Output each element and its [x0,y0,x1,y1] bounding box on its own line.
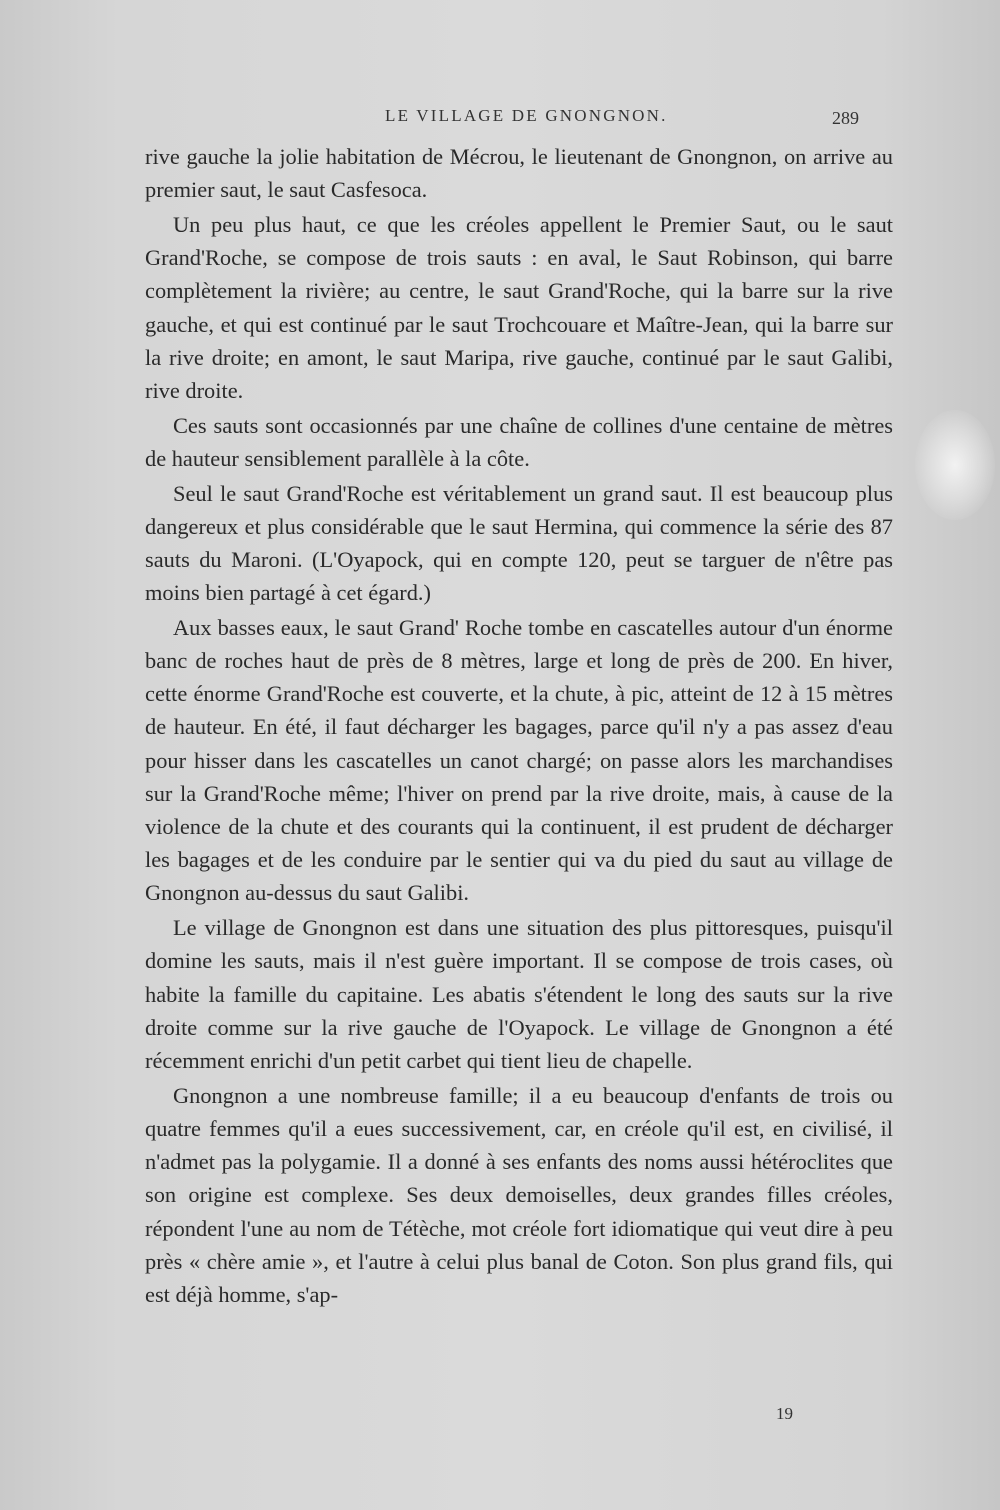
paragraph-3: Ces sauts sont occasionnés par une chaîne de collines d'une centaine de mètres de hauteur sensiblement parallèle à la côte. [145,412,893,471]
paragraph-5: Aux basses eaux, le saut Grand' Roche tombe en cascatelles autour d'un énorme banc de roches haut de près de 8 mètres, large et long de près de 200. En hiver, cette énorme Grand'Roche est couverte, et la chute, à pic, atteint de 12 à 15 mètres de hauteur. En été, il faut décharger les bagages, parce qu'il n'y a pas assez d'eau pour hisser dans les cascatelles un canot chargé; on passe alors les marchandises sur la Grand'Roche même; l'hiver on prend par la rive droite, mais, à cause de la violence de la chute et des courants qui la continuent, il est prudent de décharger les bagages et de les conduire par le sentier qui va du pied du saut au village de Gnongnon au-dessus du saut Galibi. [145,614,893,906]
paragraph-2: Un peu plus haut, ce que les créoles appellent le Premier Saut, ou le saut Grand'Roche, se compose de trois sauts : en aval, le Saut Robinson, qui barre complètement la rivière; au centre, le saut Grand'Roche, qui la barre sur la rive gauche, et qui est continué par le saut Trochcouare et Maître-Jean, qui la barre sur la rive droite; en amont, le saut Maripa, rive gauche, continué par le saut Galibi, rive droite. [145,211,893,403]
page-header [0,106,1000,132]
paragraph-4: Seul le saut Grand'Roche est véritablement un grand saut. Il est beaucoup plus dangereux et plus considérable que le saut Hermina, qui commence la série des 87 sauts du Maroni. (L'Oyapock, qui en compte 120, peut se targuer de n'être pas moins bien partagé à cet égard.) [145,480,893,606]
page-number: 289 [832,108,859,128]
paragraph-6: Le village de Gnongnon est dans une situation des plus pittoresques, puisqu'il domine les sauts, mais il n'est guère important. Il se compose de trois cases, où habite la famille du capitaine. Les abatis s'étendent le long des sauts sur la rive droite comme sur la rive gauche de l'Oyapock. Le village de Gnongnon a été récemment enrichi d'un petit carbet qui tient lieu de chapelle. [145,915,893,1073]
signature-mark: 19 [776,1404,793,1423]
paper-stain [915,410,995,520]
paragraph-1: rive gauche la jolie habitation de Mécrou, le lieutenant de Gnongnon, on arrive au premier saut, le saut Casfesoca. [145,144,893,203]
paragraph-7: Gnongnon a une nombreuse famille; il a eu beaucoup d'enfants de trois ou quatre femmes qu'il a eues successivement, car, en créole qu'il est, en civilisé, il n'admet pas la polygamie. Il a donné à ses enfants des noms aussi hétéroclites que son origine est complexe. Ses deux demoiselles, deux grandes filles créoles, répondent l'une au nom de Tétèche, mot créole fort idiomatique qui veut dire à peu près « chère amie », et l'autre à celui plus banal de Coton. Son plus grand fils, qui est déjà homme, s'ap- [145,1082,893,1307]
running-title: LE VILLAGE DE GNONGNON. [385,106,668,125]
body-text [145,140,893,1313]
